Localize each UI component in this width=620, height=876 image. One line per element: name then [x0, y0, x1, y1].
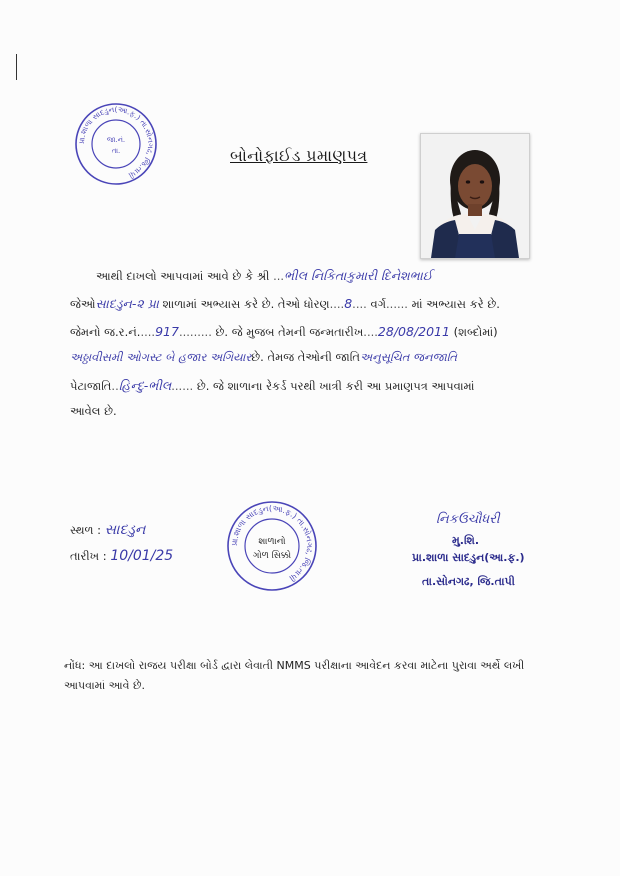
stamp-top-center-1: જા.નં.: [106, 136, 126, 144]
note-line-2: આપવામાં આવે છે.: [64, 679, 145, 692]
date-value-handwritten: 10/01/25: [110, 548, 174, 564]
body-text: છે. તેમજ તેઓની જાતિ: [251, 350, 360, 364]
student-photo: [420, 133, 530, 259]
student-name-handwritten: ભીલ નિકિતાકુમારી દિનેશભાઈ: [284, 268, 433, 283]
body-text: છે. જે મુજબ તેમની જન્મતારીખ: [215, 325, 364, 339]
body-text: પેટાજાતિ: [70, 379, 112, 393]
school-name-handwritten: સાદડુન-૨ પ્રા: [95, 296, 159, 311]
note-line-1: નોંધ: આ દાખલો રાજય પરીક્ષા બોર્ડ દ્વારા લેવાતી NMMS પરીક્ષાના આવેદન કરવા માટેના પુરાવા અર્થે લખી: [64, 659, 525, 672]
dotted-fill: ....: [140, 325, 156, 339]
dotted-fill: .........: [178, 325, 212, 339]
standard-handwritten: 8: [344, 296, 353, 311]
dotted-fill: ......: [386, 297, 408, 311]
body-line-3: [70, 324, 498, 340]
body-intro-text: આથી દાખલો આપવામાં આવે છે કે શ્રી: [96, 269, 270, 283]
sub-caste-handwritten: હિન્દુ-ભીલ: [118, 378, 172, 393]
date-label: તારીખ :: [70, 549, 107, 563]
body-text: વર્ગ: [370, 297, 387, 311]
stamp-top-center-2: તા.: [111, 147, 121, 155]
school-stamp-middle: [226, 500, 318, 592]
caste-handwritten: અનુસૂચિત જનજાતિ: [359, 350, 457, 364]
footer-note: [64, 656, 534, 696]
body-text: જેમનો જ.ર.નં.: [70, 325, 141, 339]
register-number-handwritten: 917: [155, 324, 179, 339]
dotted-fill: ...: [273, 269, 285, 283]
body-text: જેઓ: [70, 297, 96, 311]
school-stamp-top: [74, 102, 158, 186]
stamp-top-ring-text: પ્રા.શાળા સાદડુન(આ.ફ.) તા.સોનગઢ, જિ.તાપી: [76, 104, 156, 181]
body-text: શાળામાં અભ્યાસ કરે છે. તેઓ ધોરણ: [162, 297, 330, 311]
signatory-designation: મુ.શિ.: [452, 534, 480, 547]
dotted-fill: ....: [352, 297, 367, 311]
margin-mark: [16, 54, 17, 80]
body-text: (શબ્દોમાં): [453, 325, 498, 339]
dotted-fill: ....: [329, 297, 345, 311]
place-label: સ્થળ :: [70, 523, 102, 537]
body-line-2: [70, 296, 500, 312]
birth-date-handwritten: 28/08/2011: [377, 324, 450, 339]
dotted-fill: ......: [171, 379, 194, 393]
body-text: આવેલ છે.: [70, 404, 117, 418]
body-text: માં અભ્યાસ કરે છે.: [411, 297, 500, 311]
body-line-6: [70, 404, 117, 419]
stamp-mid-center-2: ગોળ સિક્કો: [252, 551, 292, 561]
signature-scribble: નિકઉચૌધરી: [436, 512, 500, 527]
body-text: છે. જે શાળાના રેકર્ડ પરથી ખાત્રી કરી આ પ્રમાણપત્ર આપવામાં: [196, 379, 475, 393]
signatory-location: તા.સોનગઢ, જિ.તાપી: [422, 575, 515, 588]
body-line-1: [96, 268, 432, 284]
place-value-handwritten: સાદડુન: [104, 522, 146, 538]
dotted-fill: ....: [363, 325, 378, 339]
body-line-4: [70, 350, 457, 365]
signatory-school: પ્રા.શાળા સાદડુન(આ.ફ.): [412, 551, 525, 564]
date-row: [70, 548, 173, 564]
birth-date-words-handwritten: અઠ્ઠાવીસમી ઓગસ્ટ બે હજાર અગિયાર: [70, 350, 252, 364]
dotted-fill: ..: [111, 379, 119, 393]
stamp-mid-ring-text: પ્રા.શાળા સાદડુન(આ.ફ.) તા.સોનગઢ, જિ.તાપી: [229, 503, 315, 583]
body-line-5: [70, 378, 475, 394]
place-row: [70, 522, 145, 538]
certificate-title: બોનોફાઈડ પ્રમાણપત્ર: [230, 146, 368, 165]
stamp-mid-center-1: શાળાનો: [258, 537, 286, 547]
